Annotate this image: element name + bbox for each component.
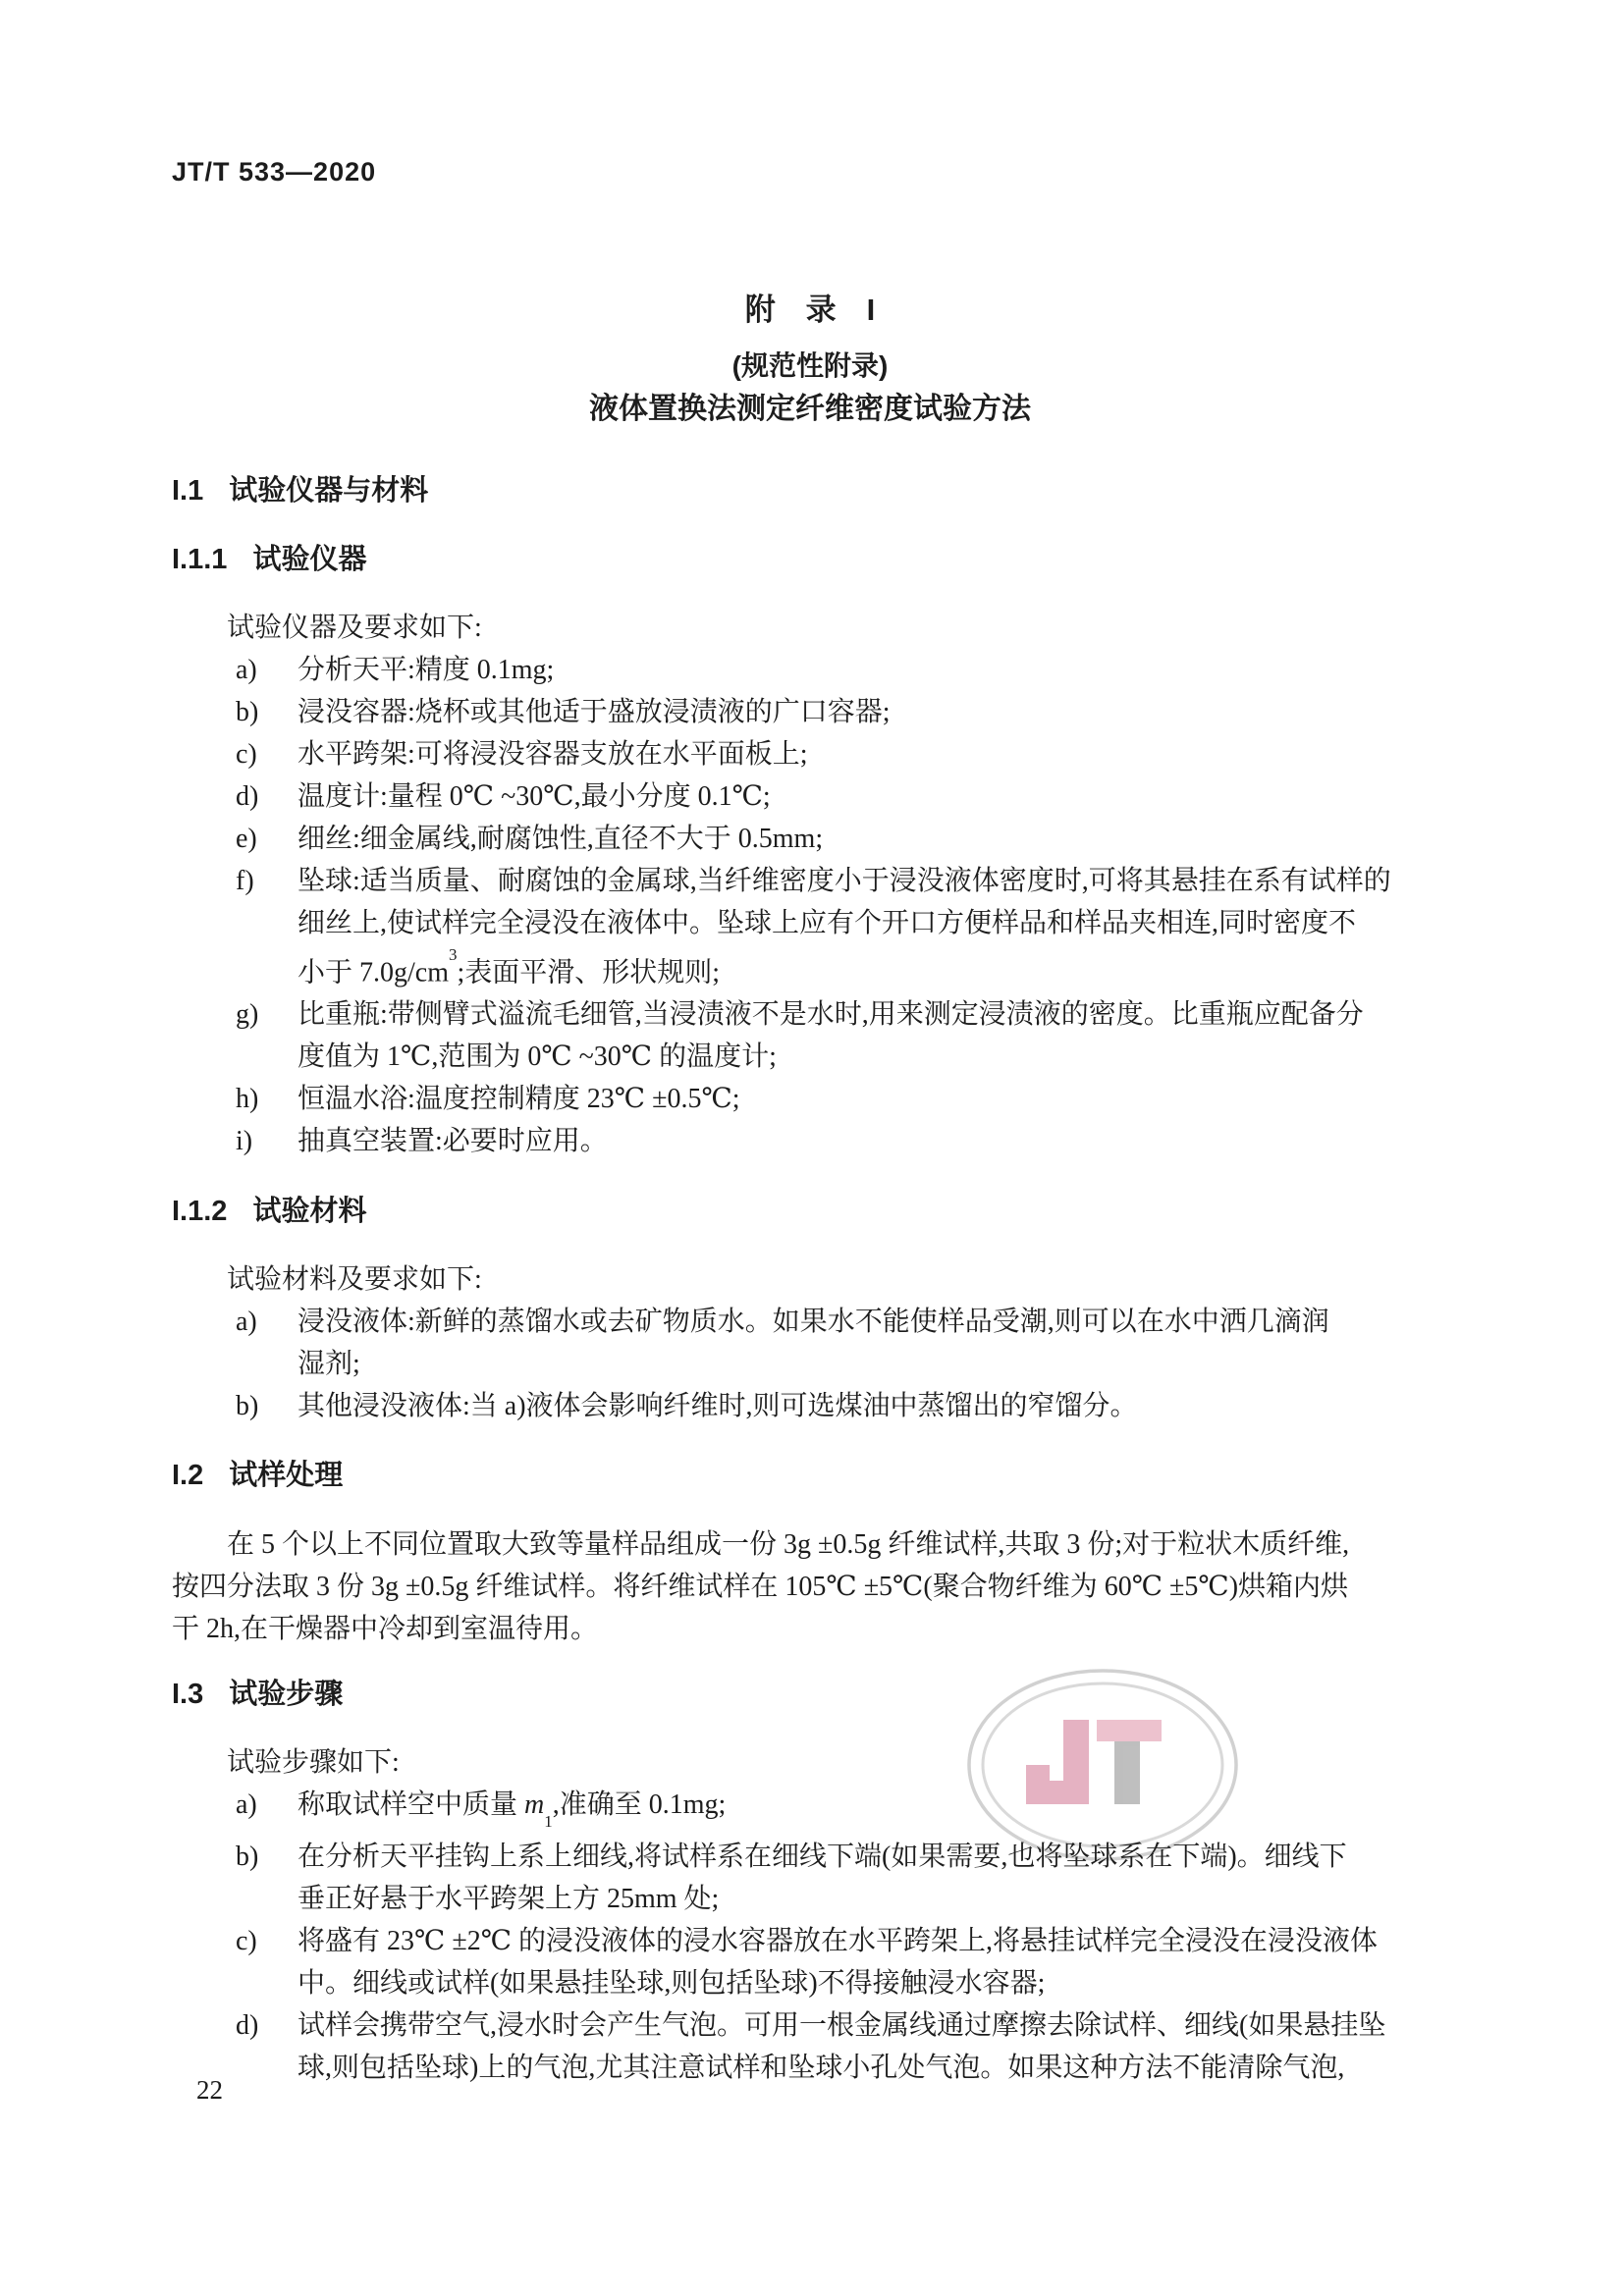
section-heading-i3 — [172, 1674, 1448, 1716]
list-item-label: f) — [236, 866, 254, 896]
page-number: 22 — [196, 2075, 223, 2105]
list-item — [172, 860, 1448, 993]
section-title: 试验材料 — [252, 1196, 367, 1228]
list-item-line: 比重瓶:带侧臂式溢流毛细管,当浸渍液不是水时,用来测定浸渍液的密度。比重瓶应配备分 — [298, 999, 1364, 1031]
section-number: I.1 — [172, 475, 204, 507]
section-heading-i11 — [172, 539, 1448, 581]
section-title: 试样处理 — [229, 1460, 344, 1492]
paragraph-line: 干 2h,在干燥器中冷却到室温待用。 — [172, 1614, 599, 1645]
list-item — [172, 1920, 1448, 2004]
appendix-normative-label: (规范性附录) — [731, 350, 889, 381]
list-item — [172, 1078, 1448, 1120]
section-heading-i12 — [172, 1191, 1448, 1233]
list-item — [172, 1784, 1448, 1836]
list-item-line: 浸没液体:新鲜的蒸馏水或去矿物质水。如果水不能使样品受潮,则可以在水中洒几滴润 — [298, 1307, 1329, 1338]
section-title: 试验仪器 — [252, 544, 367, 575]
section-number: I.1.2 — [172, 1196, 228, 1228]
appendix-title: 附 录 I — [744, 293, 876, 327]
list-item-label: d) — [236, 781, 259, 812]
list-item — [172, 1385, 1448, 1427]
standard-number: JT/T 533—2020 — [172, 157, 377, 187]
list-item-label: c) — [236, 1925, 257, 1956]
list-item-label: g) — [236, 999, 259, 1031]
materials-list — [172, 1301, 1448, 1427]
list-item-line: 坠球:适当质量、耐腐蚀的金属球,当纤维密度小于浸没液体密度时,可将其悬挂在系有试样的 — [298, 866, 1391, 896]
list-item-line: 细丝:细金属线,耐腐蚀性,直径不大于 0.5mm; — [298, 824, 824, 854]
list-item — [172, 2004, 1448, 2089]
text-segment: 小于 7.0g/cm — [298, 957, 449, 988]
procedure-intro: 试验步骤如下: — [227, 1747, 400, 1779]
list-item-line: 其他浸没液体:当 a)液体会影响纤维时,则可选煤油中蒸馏出的窄馏分。 — [298, 1391, 1138, 1422]
list-item-line: 温度计:量程 0℃ ~30℃,最小分度 0.1℃; — [298, 781, 771, 812]
list-item-line: 抽真空装置:必要时应用。 — [298, 1126, 608, 1157]
paragraph-line: 按四分法取 3 份 3g ±0.5g 纤维试样。将纤维试样在 105℃ ±5℃(聚合物纤维为 60℃ ±5℃)烘箱内烘 — [172, 1572, 1349, 1603]
list-item — [172, 818, 1448, 860]
list-item — [172, 993, 1448, 1078]
subscript: 1 — [544, 1811, 553, 1831]
section-title: 试验仪器与材料 — [229, 475, 429, 507]
list-item — [172, 775, 1448, 818]
list-item-line: 浸没容器:烧杯或其他适于盛放浸渍液的广口容器; — [298, 697, 891, 727]
list-item-label: b) — [236, 1841, 259, 1872]
list-item — [172, 649, 1448, 691]
list-item-label: c) — [236, 739, 257, 770]
list-item-line: 分析天平:精度 0.1mg; — [298, 655, 555, 685]
apparatus-list — [172, 649, 1448, 1162]
list-item-line: 将盛有 23℃ ±2℃ 的浸没液体的浸水容器放在水平跨架上,将悬挂试样完全浸没在浸没液体 — [298, 1925, 1379, 1956]
list-item — [172, 1301, 1448, 1385]
list-item-label: b) — [236, 697, 259, 727]
section-number: I.3 — [172, 1679, 204, 1711]
section-heading-i2 — [172, 1455, 1448, 1497]
list-item-line: 球,则包括坠球)上的气泡,尤其注意试样和坠球小孔处气泡。如果这种方法不能清除气泡, — [298, 2052, 1345, 2083]
text-segment: 称取试样空中质量 — [298, 1789, 525, 1821]
list-item-label: d) — [236, 2009, 259, 2041]
apparatus-intro: 试验仪器及要求如下: — [227, 613, 482, 643]
list-item-label: a) — [236, 655, 257, 685]
list-item — [172, 1836, 1448, 1920]
list-item-line: 试样会携带空气,浸水时会产生气泡。可用一根金属线通过摩擦去除试样、细线(如果悬挂坠 — [298, 2009, 1386, 2041]
variable-m: m — [524, 1789, 545, 1821]
list-item — [172, 733, 1448, 775]
list-item-label: a) — [236, 1789, 257, 1821]
list-item-label: i) — [236, 1126, 253, 1157]
list-item-label: b) — [236, 1391, 259, 1422]
section-heading-i1 — [172, 470, 1448, 512]
list-item-line: 度值为 1℃,范围为 0℃ ~30℃ 的温度计; — [298, 1041, 777, 1073]
list-item-label: e) — [236, 824, 257, 854]
procedure-list — [172, 1784, 1448, 2089]
list-item-line: 湿剂; — [298, 1349, 360, 1380]
specimen-preparation-paragraph — [172, 1523, 1448, 1650]
list-item — [172, 691, 1448, 733]
superscript: 3 — [449, 945, 458, 964]
list-item-line — [298, 1784, 1448, 1836]
page-content — [172, 0, 1448, 2089]
section-number: I.2 — [172, 1460, 204, 1492]
list-item-line: 水平跨架:可将浸没容器支放在水平面板上; — [298, 739, 808, 770]
list-item-line: 垂正好悬于水平跨架上方 25mm 处; — [298, 1883, 720, 1914]
text-segment: ,准确至 0.1mg; — [552, 1789, 727, 1821]
text-segment: ;表面平滑、形状规则; — [457, 957, 721, 988]
appendix-subject-title: 液体置换法测定纤维密度试验方法 — [589, 393, 1031, 425]
paragraph-line: 在 5 个以上不同位置取大致等量样品组成一份 3g ±0.5g 纤维试样,共取 3 份;对于粒状木质纤维, — [227, 1529, 1350, 1561]
section-number: I.1.1 — [172, 544, 228, 575]
list-item-label: h) — [236, 1084, 259, 1115]
list-item-line: 细丝上,使试样完全浸没在液体中。坠球上应有个开口方便样品和样品夹相连,同时密度不 — [298, 908, 1357, 938]
list-item-line: 在分析天平挂钩上系上细线,将试样系在细线下端(如果需要,也将坠球系在下端)。细线下 — [298, 1841, 1347, 1872]
section-title: 试验步骤 — [229, 1679, 344, 1711]
list-item-line: 恒温水浴:温度控制精度 23℃ ±0.5℃; — [298, 1084, 740, 1115]
list-item-line: 中。细线或试样(如果悬挂坠球,则包括坠球)不得接触浸水容器; — [298, 1967, 1046, 1999]
materials-intro: 试验材料及要求如下: — [227, 1264, 482, 1296]
list-item-line — [298, 944, 1448, 993]
list-item — [172, 1120, 1448, 1162]
list-item-label: a) — [236, 1307, 257, 1338]
